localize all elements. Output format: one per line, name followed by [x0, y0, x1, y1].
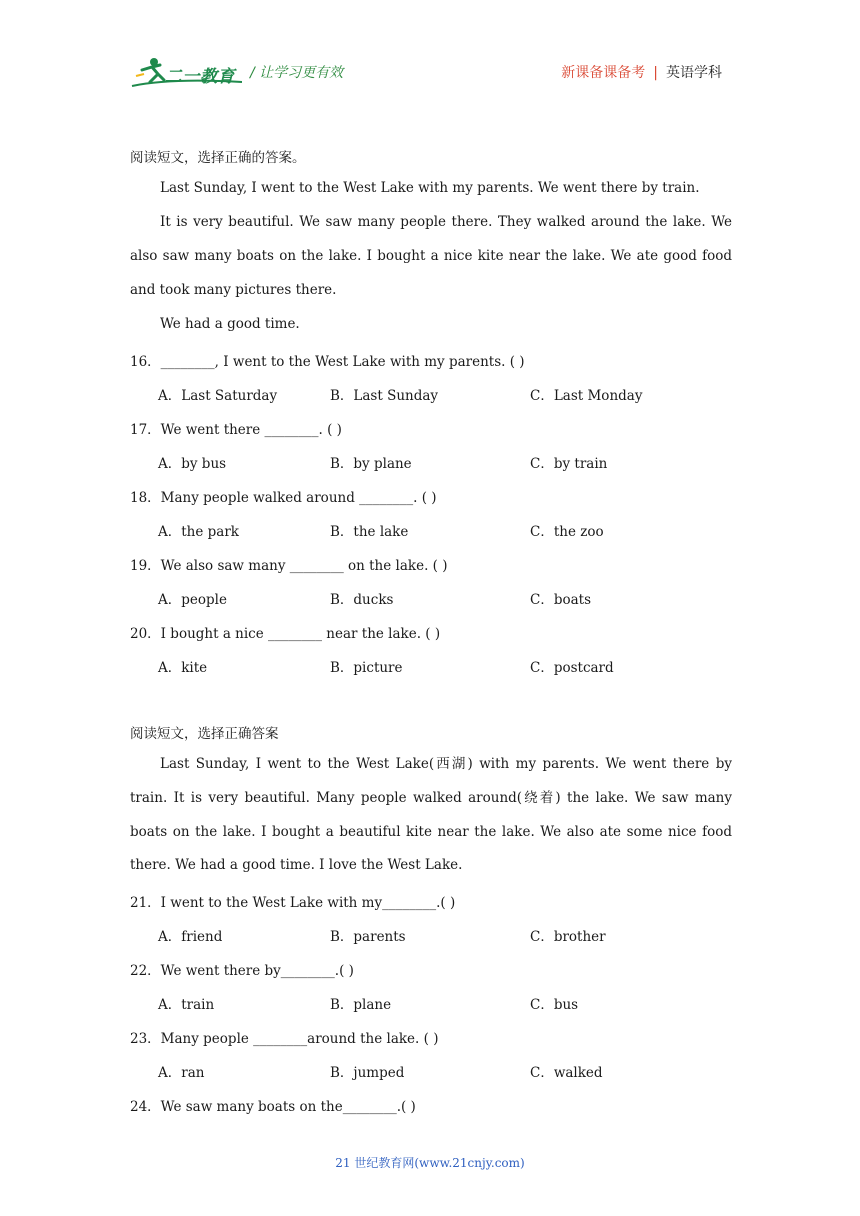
- option-16-a[interactable]: A．Last Saturday: [158, 388, 278, 404]
- question-16: 16．________, I went to the West Lake with my parents. ( ): [130, 354, 525, 370]
- question-23: 23．Many people ________around the lake. ( ): [130, 1031, 439, 1047]
- section2-instruction: 阅读短文，选择正确答案: [130, 726, 279, 742]
- option-18-a[interactable]: A．the park: [158, 524, 239, 540]
- option-21-c[interactable]: C．brother: [530, 929, 606, 945]
- option-16-c[interactable]: C．Last Monday: [530, 388, 643, 404]
- option-17-c[interactable]: C．by train: [530, 456, 608, 472]
- option-23-c[interactable]: C．walked: [530, 1065, 603, 1081]
- question-21: 21．I went to the West Lake with my________.( ): [130, 895, 456, 911]
- question-19: 19．We also saw many ________ on the lake. ( ): [130, 558, 448, 574]
- option-16-b[interactable]: B．Last Sunday: [330, 388, 439, 404]
- question-20: 20．I bought a nice ________ near the lake. ( ): [130, 626, 441, 642]
- header-right: [561, 62, 722, 82]
- option-23-b[interactable]: B．jumped: [330, 1065, 405, 1081]
- option-18-b[interactable]: B．the lake: [330, 524, 409, 540]
- option-21-b[interactable]: B．parents: [330, 929, 406, 945]
- option-23-a[interactable]: A．ran: [158, 1065, 205, 1081]
- logo-text: 二一教育: [165, 67, 235, 87]
- question-17: 17．We went there ________. ( ): [130, 422, 342, 438]
- page-header: [0, 0, 860, 100]
- option-19-b[interactable]: B．ducks: [330, 592, 394, 608]
- option-21-a[interactable]: A．friend: [158, 929, 223, 945]
- question-22: 22．We went there by________.( ): [130, 963, 354, 979]
- option-22-c[interactable]: C．bus: [530, 997, 579, 1013]
- header-separator: |: [653, 65, 658, 81]
- option-22-b[interactable]: B．plane: [330, 997, 392, 1013]
- section1-paragraph-3: We had a good time.: [160, 316, 300, 332]
- option-22-a[interactable]: A．train: [158, 997, 215, 1013]
- option-20-a[interactable]: A．kite: [158, 660, 208, 676]
- section2-paragraph: Last Sunday, I went to the West Lake(西湖) with my parents. We went there by train. It is very beautiful. Many people walked around(绕着) the lake. We saw many boats on the lake. I bought a beautiful kite near the lake. We also ate some nice food there. We had a good time. I love the West Lake.: [130, 756, 732, 874]
- question-24: 24．We saw many boats on the________.( ): [130, 1099, 416, 1115]
- option-19-c[interactable]: C．boats: [530, 592, 592, 608]
- header-course-label: 新课备课备考: [561, 65, 646, 81]
- option-19-a[interactable]: A．people: [158, 592, 227, 608]
- option-20-c[interactable]: C．postcard: [530, 660, 614, 676]
- option-20-b[interactable]: B．picture: [330, 660, 403, 676]
- header-subject-label: 英语学科: [666, 65, 722, 81]
- section1-paragraph-1: Last Sunday, I went to the West Lake with my parents. We went there by train.: [160, 180, 700, 196]
- option-17-a[interactable]: A．by bus: [158, 456, 227, 472]
- option-18-c[interactable]: C．the zoo: [530, 524, 604, 540]
- section1-instruction: 阅读短文，选择正确的答案。: [130, 150, 306, 166]
- question-18: 18．Many people walked around ________. ( ): [130, 490, 437, 506]
- page-footer[interactable]: 21 世纪教育网(www.21cnjy.com): [335, 1156, 525, 1170]
- option-17-b[interactable]: B．by plane: [330, 456, 412, 472]
- slogan: / 让学习更有效: [250, 65, 344, 81]
- section1-paragraph-2: It is very beautiful. We saw many people there. They walked around the lake. We also saw many boats on the lake. I bought a nice kite near the lake. We ate good food and took many pictures there.: [130, 214, 732, 298]
